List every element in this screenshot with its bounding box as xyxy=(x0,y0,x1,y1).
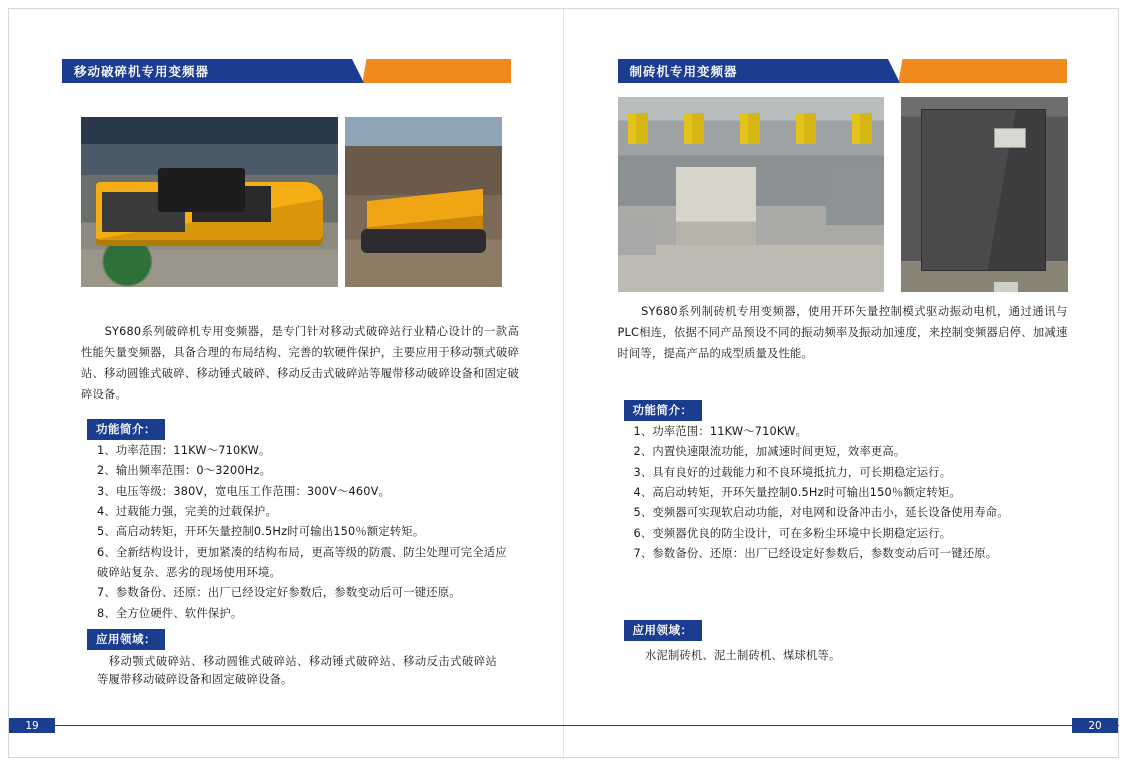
right-photo-row xyxy=(618,97,1068,292)
right-features-list xyxy=(634,422,1074,564)
list-item: 2、输出频率范围：0～3200Hz。 xyxy=(97,464,272,478)
brochure-spread xyxy=(8,8,1119,758)
left-footer-rule xyxy=(9,725,564,726)
right-applications-label: 应用领域： xyxy=(624,620,702,641)
list-item: 5、变频器可实现软启动功能，对电网和设备冲击小，延长设备使用寿命。 xyxy=(633,506,1009,520)
list-item: 8、全方位硬件、软件保护。 xyxy=(97,606,243,620)
list-item: 6、变频器优良的防尘设计，可在多粉尘环境中长期稳定运行。 xyxy=(633,526,952,540)
control-cabinet-photo xyxy=(901,97,1068,292)
right-banner-orange xyxy=(914,59,1067,83)
list-item: 7、参数备份、还原：出厂已经设定好参数后，参数变动后可一键还原。 xyxy=(97,586,461,600)
right-page-banner xyxy=(618,59,1067,83)
brick-plant-photo xyxy=(618,97,884,292)
list-item: 1、功率范围：11KW～710KW。 xyxy=(633,425,807,438)
list-item: 7、参数备份、还原：出厂已经设定好参数后，参数变动后可一键还原。 xyxy=(633,546,998,560)
left-applications-text: 移动颚式破碎站、移动圆锥式破碎站、移动锤式破碎站、移动反击式破碎站等履带移动破碎设备和固定破碎设备。 xyxy=(97,655,497,686)
mobile-crusher-photo xyxy=(81,117,338,287)
right-features-label: 功能简介： xyxy=(624,400,702,421)
right-intro-paragraph: SY680系列制砖机专用变频器，使用开环矢量控制模式驱动振动电机，通过通讯与PLC相连，依据不同产品预设不同的振动频率及振动加速度，来控制变频器启停、加减速时间等，提高产品的成型质量及性能。 xyxy=(617,305,1068,360)
right-page-number: 20 xyxy=(1072,718,1118,733)
left-banner-orange xyxy=(378,59,511,83)
list-item: 3、具有良好的过载能力和不良环境抵抗力，可长期稳定运行。 xyxy=(633,465,952,479)
left-applications-label: 应用领域： xyxy=(87,629,165,650)
left-intro-paragraph: SY680系列破碎机专用变频器，是专门针对移动式破碎站行业精心设计的一款高性能矢量变频器，具备合理的布局结构、完善的软硬件保护，主要应用于移动颚式破碎站、移动圆锥式破碎、移动锤式破碎、移动反击式破碎站等履带移动破碎设备和固定破碎设备。 xyxy=(81,325,519,401)
left-page-number: 19 xyxy=(9,718,55,733)
left-page xyxy=(9,9,564,757)
left-features-list xyxy=(97,441,517,624)
list-item: 4、过载能力强，完美的过载保护。 xyxy=(97,504,277,518)
list-item: 1、功率范围：11KW～710KW。 xyxy=(97,444,271,457)
list-item: 3、电压等级：380V，宽电压工作范围：300V～460V。 xyxy=(97,484,391,498)
list-item: 4、高启动转矩，开环矢量控制0.5Hz时可输出150％额定转矩。 xyxy=(633,485,961,499)
right-footer-rule xyxy=(564,725,1119,726)
right-banner-main xyxy=(618,59,888,83)
tracked-crusher-photo xyxy=(345,117,502,287)
right-applications-text: 水泥制砖机、泥土制砖机、煤球机等。 xyxy=(633,649,841,662)
left-banner-main xyxy=(62,59,352,83)
right-banner-title: 制砖机专用变频器 xyxy=(629,64,738,79)
left-features-label: 功能简介： xyxy=(87,419,165,440)
list-item: 2、内置快速限流功能，加减速时间更短，效率更高。 xyxy=(633,445,906,459)
list-item: 5、高启动转矩，开环矢量控制0.5Hz时可输出150％额定转矩。 xyxy=(97,525,425,539)
right-page xyxy=(564,9,1119,757)
list-item: 6、全新结构设计，更加紧凑的结构布局，更高等级的防震、防尘处理可完全适应破碎站复杂、恶劣的现场使用环境。 xyxy=(97,545,507,579)
left-page-banner xyxy=(62,59,511,83)
left-photo-row xyxy=(81,117,502,287)
left-banner-title: 移动破碎机专用变频器 xyxy=(74,64,210,79)
